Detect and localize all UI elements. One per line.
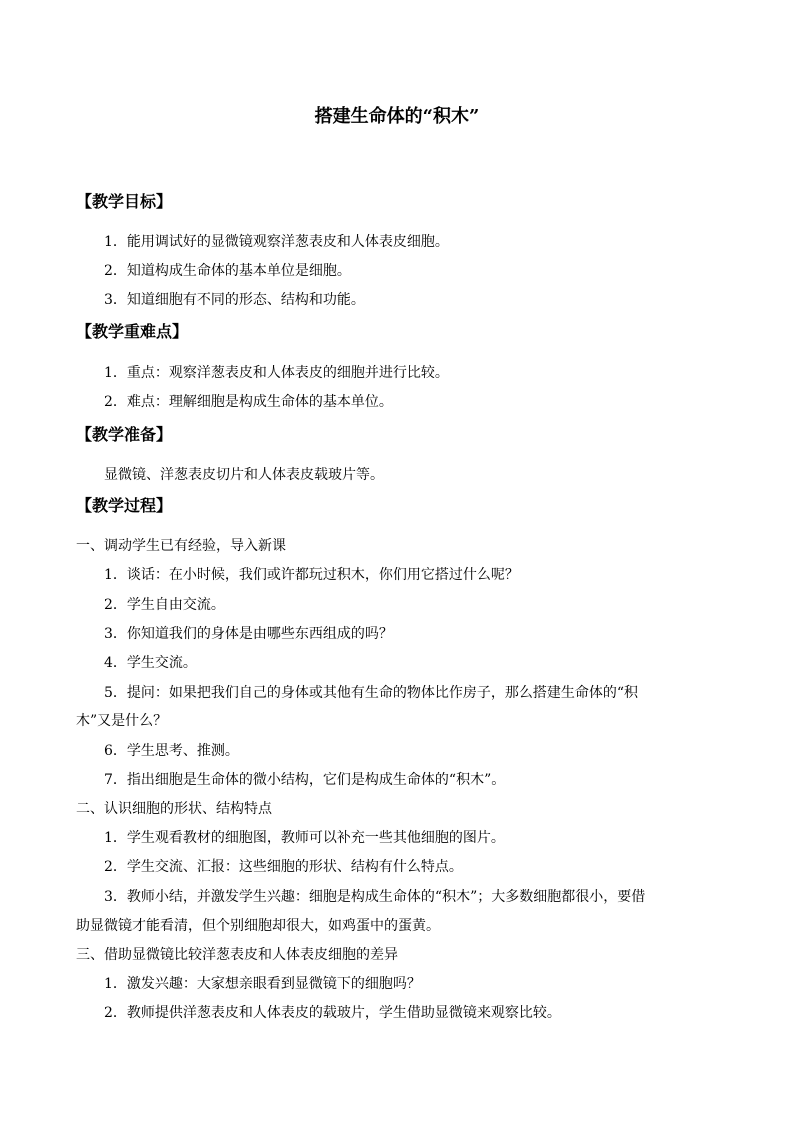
part3-item-1: 1．激发兴趣：大家想亲眼看到显微镜下的细胞吗？ [104,976,421,992]
part1-item-7: 7．指出细胞是生命体的微小结构，它们是构成生命体的“积木”。 [104,772,506,788]
process-part1-title: 一、调动学生已有经验，导入新课 [76,538,286,554]
part1-item-3: 3．你知道我们的身体是由哪些东西组成的吗？ [104,626,393,642]
part1-item-4: 4．学生交流。 [104,655,197,671]
part1-item-1: 1．谈话：在小时候，我们或许都玩过积木，你们用它搭过什么呢？ [104,567,519,583]
goal-item-1: 1．能用调试好的显微镜观察洋葱表皮和人体表皮细胞。 [104,234,449,250]
preparation-text: 显微镜、洋葱表皮切片和人体表皮载玻片等。 [104,467,384,483]
key-item-2: 2．难点：理解细胞是构成生命体的基本单位。 [104,394,393,410]
part2-item-3-continued: 助显微镜才能看清，但个别细胞却很大，如鸡蛋中的蛋黄。 [76,918,440,934]
part1-item-2: 2．学生自由交流。 [104,597,225,613]
heading-key-points: 【教学重难点】 [76,322,189,341]
document-title: 搭建生命体的“积木” [314,106,480,127]
process-part2-title: 二、认识细胞的形状、结构特点 [76,801,272,817]
part2-item-1: 1．学生观看教材的细胞图，教师可以补充一些其他细胞的图片。 [104,830,505,846]
goal-item-3: 3．知道细胞有不同的形态、结构和功能。 [104,292,365,308]
part1-item-5: 5．提问：如果把我们自己的身体或其他有生命的物体比作房子，那么搭建生命体的“积 [104,685,639,701]
heading-preparation: 【教学准备】 [76,425,173,444]
goal-item-2: 2．知道构成生命体的基本单位是细胞。 [104,263,351,279]
heading-goals: 【教学目标】 [76,192,173,211]
part2-item-3: 3．教师小结，并激发学生兴趣：细胞是构成生命体的“积木”；大多数细胞都很小，要借 [104,889,646,905]
part1-item-5-continued: 木”又是什么？ [76,713,168,729]
part3-item-2: 2．教师提供洋葱表皮和人体表皮的载玻片，学生借助显微镜来观察比较。 [104,1005,561,1021]
part2-item-2: 2．学生交流、汇报：这些细胞的形状、结构有什么特点。 [104,859,463,875]
part1-item-6: 6．学生思考、推测。 [104,743,239,759]
heading-process: 【教学过程】 [76,496,173,515]
process-part3-title: 三、借助显微镜比较洋葱表皮和人体表皮细胞的差异 [76,947,398,963]
key-item-1: 1．重点：观察洋葱表皮和人体表皮的细胞并进行比较。 [104,365,449,381]
